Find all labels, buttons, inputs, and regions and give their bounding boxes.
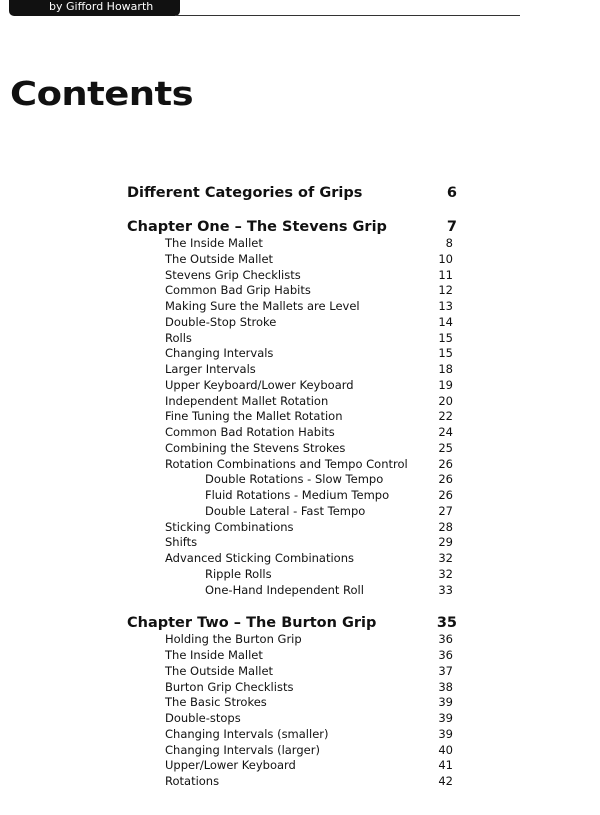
table-of-contents — [127, 184, 457, 790]
toc-entry — [127, 711, 457, 727]
toc-page-number: 24 — [438, 425, 453, 439]
toc-entry-title: Rotation Combinations and Tempo Control — [165, 456, 408, 471]
toc-entry-title: Fine Tuning the Mallet Rotation — [165, 409, 343, 424]
toc-entry — [127, 378, 457, 394]
toc-page-number: 33 — [438, 582, 453, 597]
toc-entry-title: Sticking Combinations — [165, 519, 294, 534]
toc-entry — [127, 695, 457, 711]
toc-page-number: 35 — [436, 615, 457, 632]
toc-entry — [127, 488, 457, 504]
page-title: Contents — [10, 74, 194, 113]
toc-entry-title: The Basic Strokes — [165, 695, 267, 710]
toc-entry — [127, 567, 457, 583]
toc-entry-title: Different Categories of Grips — [127, 185, 363, 201]
toc-page-number: 6 — [446, 185, 457, 201]
toc-entry — [127, 504, 457, 520]
toc-entry — [127, 583, 457, 599]
header-rule — [175, 15, 520, 16]
toc-page-number: 7 — [446, 219, 457, 235]
toc-page-number: 13 — [438, 299, 453, 313]
toc-page-number: 22 — [438, 409, 453, 424]
toc-entry-title: Making Sure the Mallets are Level — [165, 299, 360, 313]
toc-entry — [127, 680, 457, 696]
toc-entry-title: Common Bad Rotation Habits — [165, 425, 335, 439]
toc-entry — [127, 551, 457, 567]
toc-entry-title: Upper Keyboard/Lower Keyboard — [165, 377, 354, 392]
toc-entry-title: Rolls — [165, 330, 192, 345]
toc-page-number: 27 — [438, 503, 453, 518]
toc-page-number: 41 — [438, 758, 453, 773]
toc-page-number: 20 — [438, 393, 453, 408]
toc-page-number: 39 — [438, 711, 453, 725]
toc-entry-title: Double Rotations - Slow Tempo — [205, 472, 384, 487]
toc-entry-title: Combining the Stevens Strokes — [165, 440, 346, 455]
toc-entry — [127, 441, 457, 457]
toc-chapter — [127, 218, 457, 236]
toc-entry-title: Rotations — [165, 774, 220, 788]
toc-page-number: 26 — [438, 456, 453, 471]
toc-entry-title: Common Bad Grip Habits — [165, 283, 311, 298]
toc-entry-title: The Inside Mallet — [165, 236, 263, 250]
toc-entry — [127, 727, 457, 743]
toc-page-number: 26 — [438, 472, 453, 487]
toc-entry — [127, 743, 457, 759]
toc-entry — [127, 252, 457, 268]
toc-page-number: 42 — [438, 774, 453, 788]
toc-entry — [127, 362, 457, 378]
toc-entry-title: The Outside Mallet — [165, 663, 274, 678]
section-gap — [127, 202, 457, 218]
toc-entry-title: Advanced Sticking Combinations — [165, 551, 355, 565]
toc-page-number: 26 — [438, 488, 453, 502]
toc-page-number: 37 — [438, 663, 453, 678]
toc-entry-title: Double-Stop Stroke — [165, 314, 277, 329]
toc-entry — [127, 472, 457, 488]
toc-entry-title: Chapter One – The Stevens Grip — [127, 219, 387, 235]
toc-entry — [127, 236, 457, 252]
toc-page-number: 32 — [438, 551, 453, 565]
toc-entry-title: Larger Intervals — [165, 362, 256, 376]
toc-entry — [127, 315, 457, 331]
toc-entry-title: Changing Intervals (smaller) — [165, 726, 329, 741]
toc-entry — [127, 283, 457, 299]
toc-page-number: 39 — [438, 726, 453, 741]
toc-page-number: 38 — [438, 679, 453, 694]
toc-page-number: 28 — [438, 519, 453, 534]
section-gap — [127, 598, 457, 614]
toc-entry-title: Fluid Rotations - Medium Tempo — [205, 488, 390, 502]
toc-entry-title: Holding the Burton Grip — [165, 632, 302, 647]
toc-page-number: 10 — [438, 251, 453, 266]
toc-entry — [127, 758, 457, 774]
toc-page-number: 11 — [438, 267, 453, 282]
toc-entry — [127, 632, 457, 648]
toc-entry — [127, 774, 457, 790]
toc-page-number: 29 — [438, 535, 453, 550]
toc-page-number: 36 — [438, 632, 453, 647]
toc-entry-title: Double-stops — [165, 711, 241, 725]
toc-page-number: 8 — [445, 236, 453, 250]
toc-entry — [127, 664, 457, 680]
toc-entry-title: Chapter Two – The Burton Grip — [127, 615, 377, 632]
toc-page-number: 15 — [438, 330, 453, 345]
toc-entry-title: Stevens Grip Checklists — [165, 267, 301, 282]
toc-page-number: 25 — [438, 440, 453, 455]
toc-entry-title: Shifts — [165, 535, 198, 550]
toc-chapter — [127, 184, 457, 202]
toc-entry — [127, 299, 457, 315]
toc-entry-title: Upper/Lower Keyboard — [165, 758, 296, 773]
toc-page-number: 18 — [438, 362, 453, 376]
toc-page-number: 15 — [438, 346, 453, 361]
author-name: by Gifford Howarth — [49, 0, 154, 13]
toc-entry — [127, 346, 457, 362]
toc-page-number: 36 — [438, 648, 453, 662]
toc-entry — [127, 457, 457, 473]
toc-chapter — [127, 614, 457, 632]
toc-entry-title: Independent Mallet Rotation — [165, 393, 329, 408]
toc-page-number: 14 — [438, 314, 453, 329]
toc-entry — [127, 535, 457, 551]
toc-entry — [127, 648, 457, 664]
toc-entry — [127, 268, 457, 284]
toc-entry-title: Burton Grip Checklists — [165, 679, 294, 694]
toc-entry-title: Double Lateral - Fast Tempo — [205, 503, 366, 518]
toc-entry-title: Changing Intervals — [165, 346, 274, 361]
toc-page-number: 19 — [438, 377, 453, 392]
toc-entry-title: The Outside Mallet — [165, 251, 274, 266]
toc-entry — [127, 425, 457, 441]
toc-entry — [127, 409, 457, 425]
toc-entry — [127, 394, 457, 410]
toc-page-number: 32 — [438, 566, 453, 581]
toc-entry-title: Changing Intervals (larger) — [165, 742, 320, 757]
toc-entry-title: The Inside Mallet — [165, 648, 263, 662]
author-banner — [9, 0, 180, 16]
toc-entry-title: Ripple Rolls — [205, 566, 272, 581]
toc-page-number: 40 — [438, 742, 453, 757]
toc-page-number: 39 — [438, 695, 453, 710]
toc-entry-title: One-Hand Independent Roll — [205, 582, 364, 597]
toc-page-number: 12 — [438, 283, 453, 298]
toc-entry — [127, 331, 457, 347]
toc-entry — [127, 520, 457, 536]
